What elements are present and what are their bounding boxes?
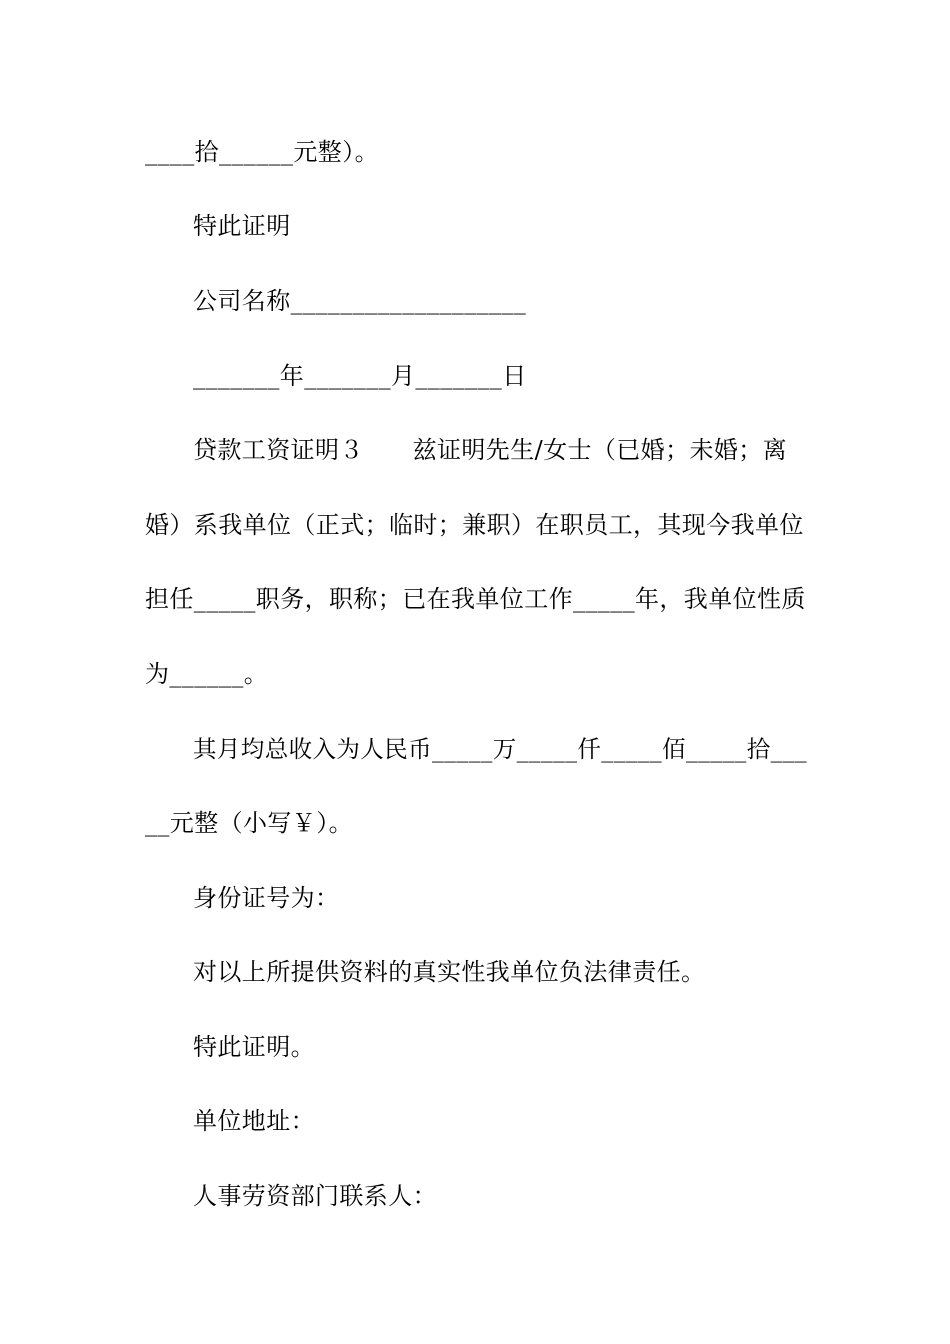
- text-line-responsibility: 对以上所提供资料的真实性我单位负法律责任。: [193, 958, 706, 986]
- text-line-employment: 婚）系我单位（正式；临时；兼职）在职员工，其现今我单位: [145, 511, 804, 539]
- text-line-contact: 人事劳资部门联系人：: [193, 1182, 437, 1210]
- text-line-date: _______年_______月_______日: [193, 362, 527, 390]
- text-line-income-end: __元整（小写￥）。: [145, 809, 353, 837]
- text-line-income: 其月均总收入为人民币_____万_____仟_____佰_____拾___: [193, 735, 808, 763]
- text-line-company-name: 公司名称___________________: [193, 287, 527, 315]
- text-line-nature: 为______。: [145, 660, 269, 688]
- text-line-heading-3: 贷款工资证明３ 兹证明先生/女士（已婚；未婚；离: [193, 436, 788, 464]
- text-line-position: 担任_____职务，职称；已在我单位工作_____年，我单位性质: [145, 585, 806, 613]
- text-line-certify: 特此证明: [193, 212, 291, 240]
- text-line-address: 单位地址：: [193, 1107, 315, 1135]
- text-line-id-number: 身份证号为：: [193, 884, 340, 912]
- text-line-amount-end: ____拾______元整）。: [145, 138, 379, 166]
- text-line-certify-2: 特此证明。: [193, 1033, 315, 1061]
